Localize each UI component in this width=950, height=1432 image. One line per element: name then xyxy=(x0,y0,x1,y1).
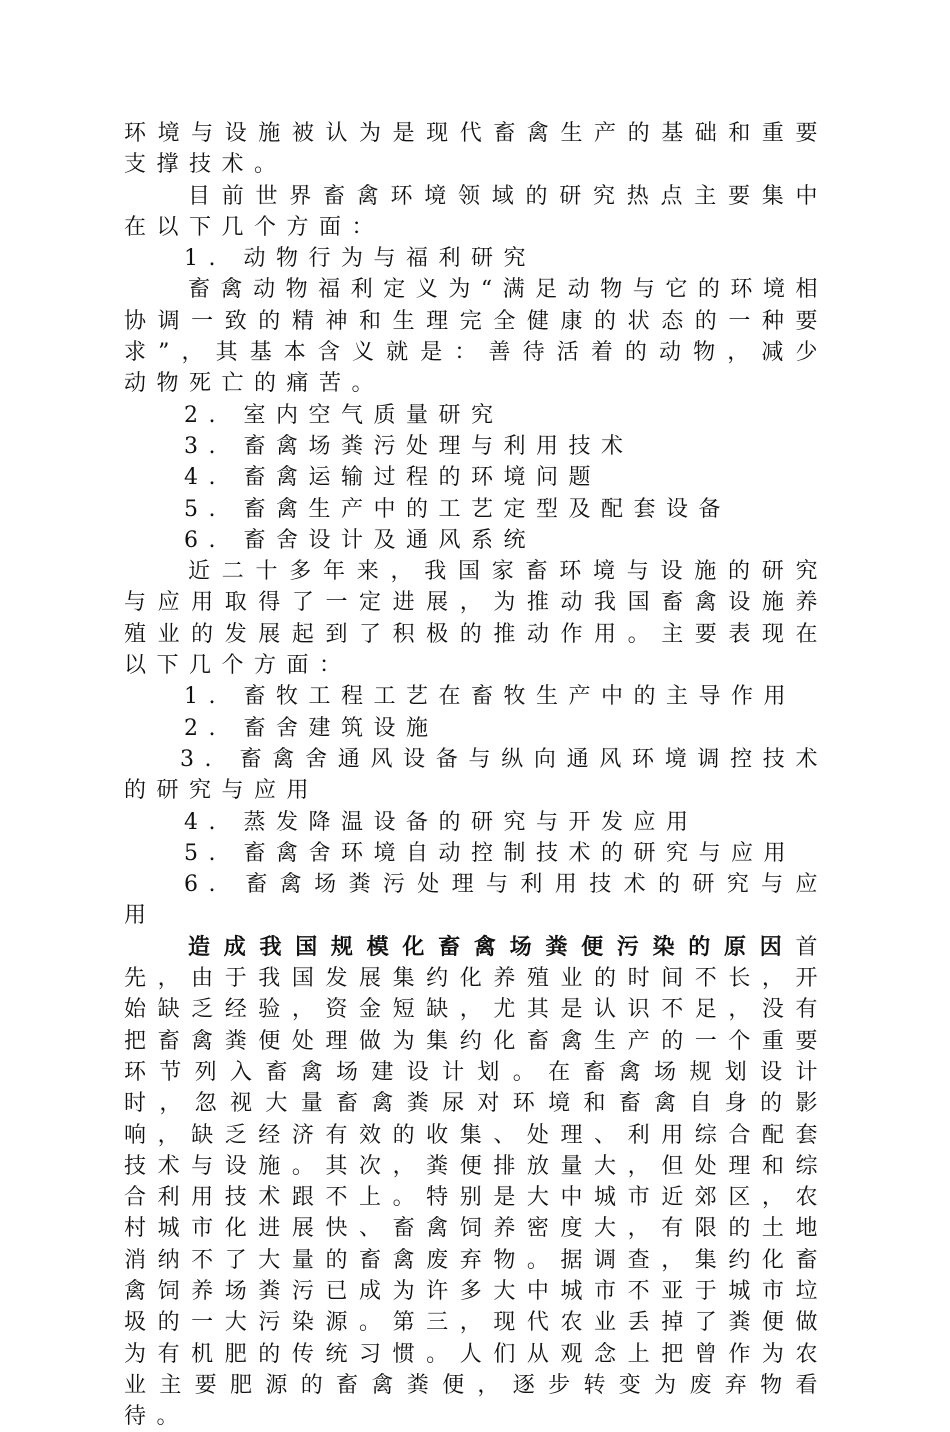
hotspot-item-2: 2. 室内空气质量研究 xyxy=(184,402,504,428)
paragraph-pollution-causes xyxy=(124,932,828,1432)
pollution-causes-body: 首先，由于我国发展集约化养殖业的时间不长，开始缺乏经验，资金短缺，尤其是认识不足，没有把畜禽粪便处理做为集约化畜禽生产的一个重要环节列入畜禽场建设计划。在畜禽场规划设计时，忽视大量畜禽粪尿对环境和畜禽自身的影响，缺乏经济有效的收集、处理、利用综合配套技术与设施。其次，粪便排放量大，但处理和综合利用技术跟不上。特别是大中城市近郊区，农村城市化进展快、畜禽饲养密度大，有限的土地消纳不了大量的畜禽废弃物。据调查，集约化畜禽饲养场粪污已成为许多大中城市不亚于城市垃圾的一大污染源。第三，现代农业丢掉了粪便做为有机肥的传统习惯。人们从观念上把曾作为农业主要肥源的畜禽粪便，逐步转变为废弃物看待。 xyxy=(124,934,828,1430)
progress-item-6: 6. 畜禽场粪污处理与利用技术的研究与应用 xyxy=(124,872,828,929)
progress-item-3: 3. 畜禽舍通风设备与纵向通风环境调控技术的研究与应用 xyxy=(124,746,828,804)
hotspot-item-4: 4. 畜禽运输过程的环境问题 xyxy=(184,465,601,491)
hotspot-item-5: 5. 畜禽生产中的工艺定型及配套设备 xyxy=(184,496,731,522)
progress-item-1: 1. 畜牧工程工艺在畜牧生产中的主导作用 xyxy=(184,684,796,710)
hotspot-item-6: 6. 畜舍设计及通风系统 xyxy=(184,527,536,553)
pollution-causes-heading: 造成我国规模化畜禽场粪便污染的原因 xyxy=(188,933,796,960)
progress-item-5: 5. 畜禽舍环境自动控制技术的研究与应用 xyxy=(184,840,796,866)
paragraph-research-hotspots: 目前世界畜禽环境领域的研究热点主要集中在以下几个方面： xyxy=(124,183,828,240)
hotspot-item-3: 3. 畜禽场粪污处理与利用技术 xyxy=(184,433,634,459)
document-page xyxy=(124,118,828,1432)
hotspot-item-1: 1. 动物行为与福利研究 xyxy=(184,246,536,272)
paragraph-intro: 环境与设施被认为是现代畜禽生产的基础和重要支撑技术。 xyxy=(124,121,828,178)
progress-item-2: 2. 畜舍建筑设施 xyxy=(184,715,439,741)
paragraph-domestic-progress: 近二十多年来，我国家畜环境与设施的研究与应用取得了一定进展，为推动我国畜禽设施养殖业的发展起到了积极的推动作用。主要表现在以下几个方面： xyxy=(124,559,828,679)
progress-item-4: 4. 蒸发降温设备的研究与开发应用 xyxy=(184,809,699,835)
paragraph-animal-welfare: 畜禽动物福利定义为“满足动物与它的环境相协调一致的精神和生理完全健康的状态的一种要求”，其基本含义就是：善待活着的动物，减少动物死亡的痛苦。 xyxy=(124,277,828,397)
